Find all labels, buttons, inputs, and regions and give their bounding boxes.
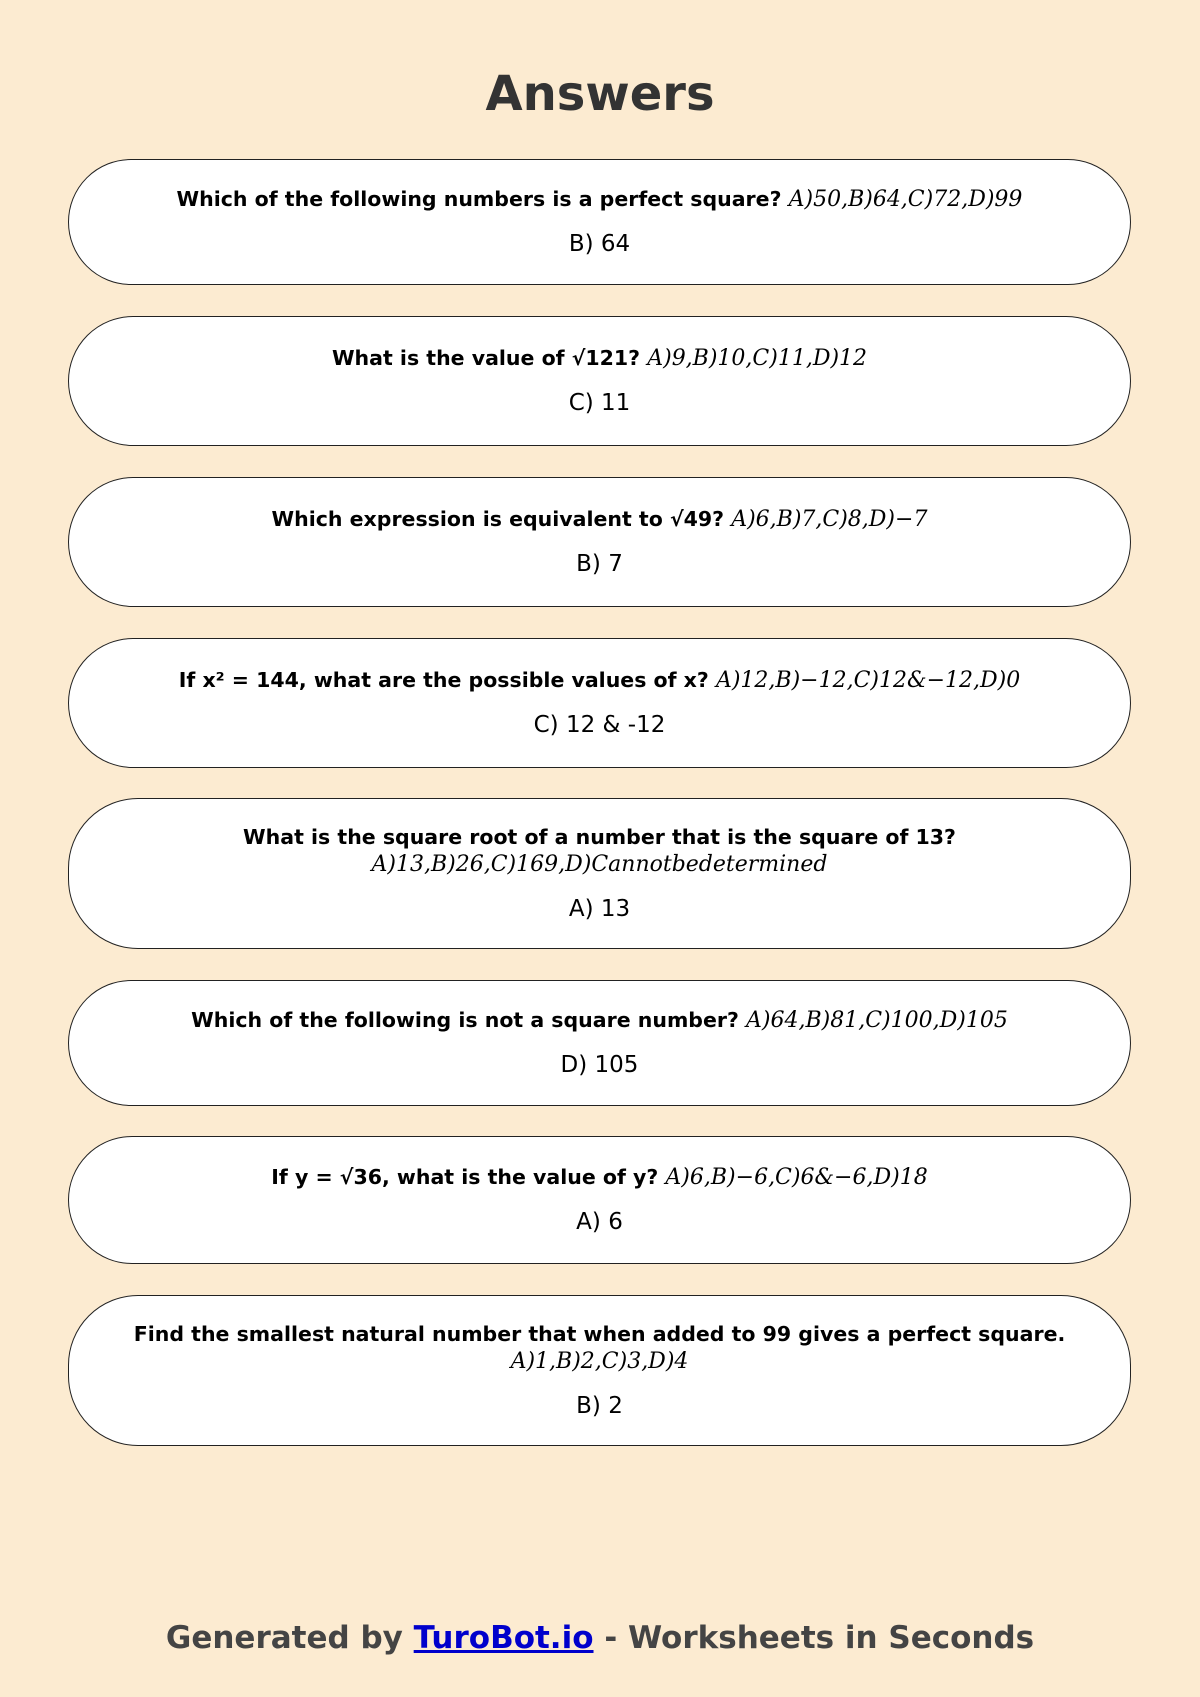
question-text: Find the smallest natural number that when added to 99 gives a perfect square. A)1,B)2,C)3,D)4 xyxy=(133,1322,1066,1374)
answer-card-5 xyxy=(68,798,1131,949)
answer-text: D) 105 xyxy=(560,1052,639,1078)
answer-card-1 xyxy=(68,159,1131,285)
answer-card-6 xyxy=(68,980,1131,1106)
answer-card-3 xyxy=(68,477,1131,607)
question-text: Which of the following numbers is a perfect square? A)50,B)64,C)72,D)99 xyxy=(176,187,1023,212)
question-text: Which expression is equivalent to √49? A)6,B)7,C)8,D)−7 xyxy=(271,507,928,532)
question-text: What is the square root of a number that is the square of 13? A)13,B)26,C)169,D)Cannotbedetermined xyxy=(243,825,956,877)
answer-text: A) 13 xyxy=(568,896,631,922)
question-text: Which of the following is not a square number? A)64,B)81,C)100,D)105 xyxy=(191,1008,1008,1033)
question-text: If x² = 144, what are the possible values of x? A)12,B)−12,C)12&−12,D)0 xyxy=(178,668,1021,693)
answer-card-4 xyxy=(68,638,1131,768)
footer xyxy=(0,1618,1200,1658)
question-text: What is the value of √121? A)9,B)10,C)11,D)12 xyxy=(331,346,868,371)
page-title: Answers xyxy=(485,66,715,122)
answer-text: C) 12 & -12 xyxy=(533,712,666,738)
footer-prefix: Generated by xyxy=(165,1620,403,1656)
answer-text: C) 11 xyxy=(568,390,631,416)
answer-card-7 xyxy=(68,1136,1131,1264)
turobot-link[interactable]: TuroBot.io xyxy=(413,1620,594,1656)
question-text: If y = √36, what is the value of y? A)6,B)−6,C)6&−6,D)18 xyxy=(271,1165,928,1190)
answer-text: B) 64 xyxy=(568,231,631,257)
answer-text: B) 7 xyxy=(576,551,623,577)
answer-card-2 xyxy=(68,316,1131,446)
answer-text: A) 6 xyxy=(576,1209,623,1235)
answer-text: B) 2 xyxy=(576,1393,623,1419)
answer-card-8 xyxy=(68,1295,1131,1446)
footer-suffix: - Worksheets in Seconds xyxy=(604,1620,1035,1656)
